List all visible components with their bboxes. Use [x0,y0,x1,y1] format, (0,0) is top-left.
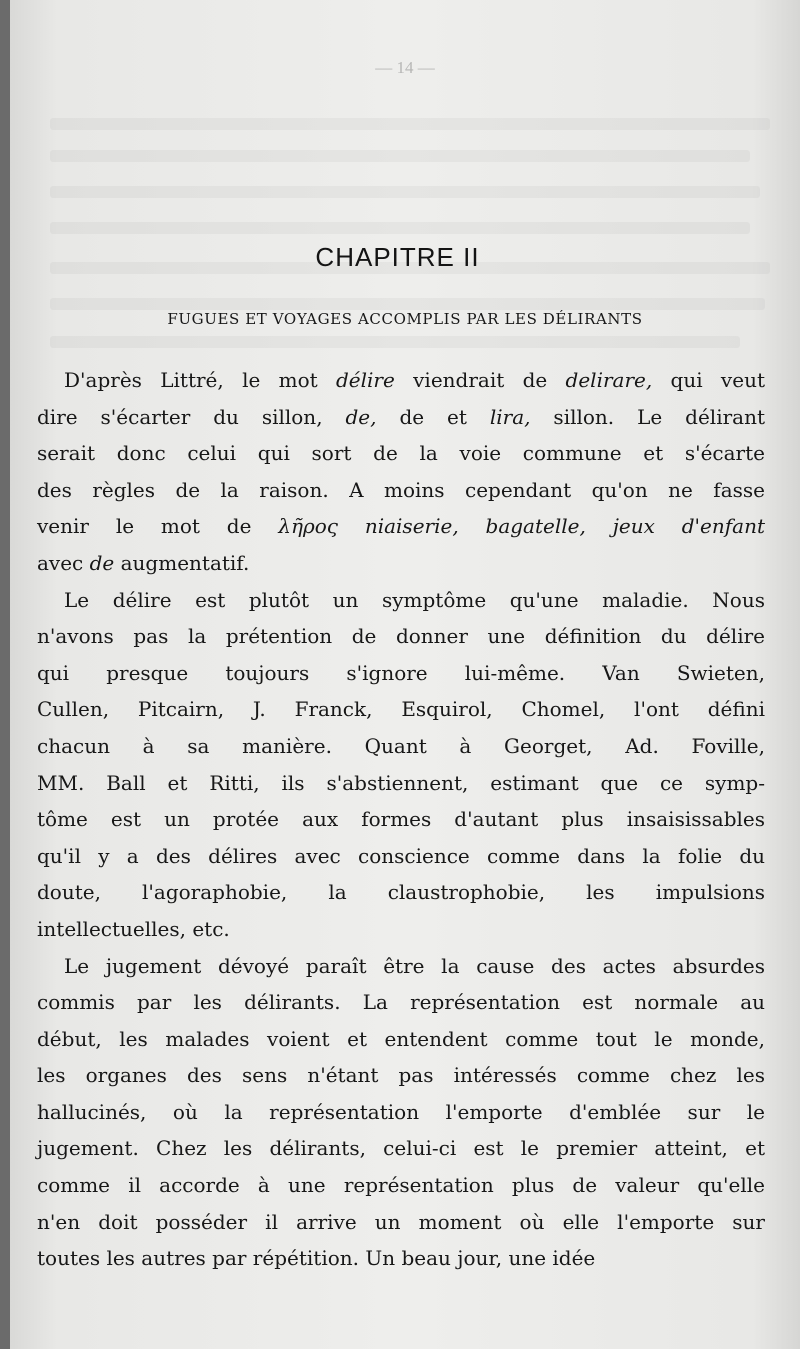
italic-term: λῆρος [278,514,338,539]
text-line: qu'il y a des délires avec conscience comme dans la folie du [37,843,765,868]
text-line: commis par les délirants. La représentation est normale au [37,990,765,1015]
text-line: les organes des sens n'étant pas intéressés comme chez les [37,1063,765,1088]
italic-term: de, [345,404,377,429]
text-line: n'en doit posséder il arrive un moment où elle l'emporte sur [37,1209,765,1234]
text-line: Le délire est plutôt un symptôme qu'une maladie. Nous [64,587,765,612]
text-line: dire s'écarter du sillon, de, de et lira, sillon. Le délirant [37,404,765,429]
text-line: D'après Littré, le mot délire viendrait de delirare, qui veut [64,368,765,392]
text-line: intellectuelles, etc. [37,916,230,941]
paragraph [37,362,765,582]
text-line: qui presque toujours s'ignore lui-même. Van Swieten, [37,660,765,685]
text-line: serait donc celui qui sort de la voie commune et s'écarte [37,441,765,466]
text-line: tôme est un protée aux formes d'autant plus insaisissables [37,807,765,832]
chapter-title: CHAPITRE II [315,242,480,272]
italic-term: lira, [489,404,531,429]
text-line: hallucinés, où la représentation l'emporte d'emblée sur le [37,1099,765,1124]
text-line: n'avons pas la prétention de donner une définition du délire [37,624,765,649]
paragraph [37,582,765,948]
page-folio: — 14 — [375,58,435,77]
text-line: jugement. Chez les délirants, celui-ci est le premier atteint, et [37,1136,765,1161]
italic-term: de [89,550,115,575]
text-line: doute, l'agoraphobie, la claustrophobie, les impulsions [37,880,765,905]
italic-term: délire [335,368,395,392]
text-line: début, les malades voient et entendent comme tout le monde, [37,1026,765,1051]
text-line: MM. Ball et Ritti, ils s'abstiennent, estimant que ce symp- [37,770,765,795]
text-line: Cullen, Pitcairn, J. Franck, Esquirol, Chomel, l'ont défini [37,697,765,722]
body-text [37,362,765,1277]
text-line: venir le mot de λῆρος niaiserie, bagatelle, jeux d'enfant [37,514,765,539]
italic-term: delirare, [565,368,653,392]
paragraph [37,948,765,1277]
text-line: chacun à sa manière. Quant à Georget, Ad. Foville, [37,733,765,758]
text-line: des règles de la raison. A moins cependant qu'on ne fasse [37,477,765,502]
book-page [10,0,800,1349]
chapter-subtitle: FUGUES ET VOYAGES ACCOMPLIS PAR LES DÉLIRANTS [167,310,643,328]
italic-term: niaiserie, bagatelle, jeux d'enfant [364,514,765,539]
text-line: Le jugement dévoyé paraît être la cause des actes absurdes [64,953,765,978]
text-line: comme il accorde à une représentation plus de valeur qu'elle [37,1173,765,1198]
text-line: avec de augmentatif. [37,550,250,575]
text-line: toutes les autres par répétition. Un beau jour, une idée [37,1246,596,1271]
